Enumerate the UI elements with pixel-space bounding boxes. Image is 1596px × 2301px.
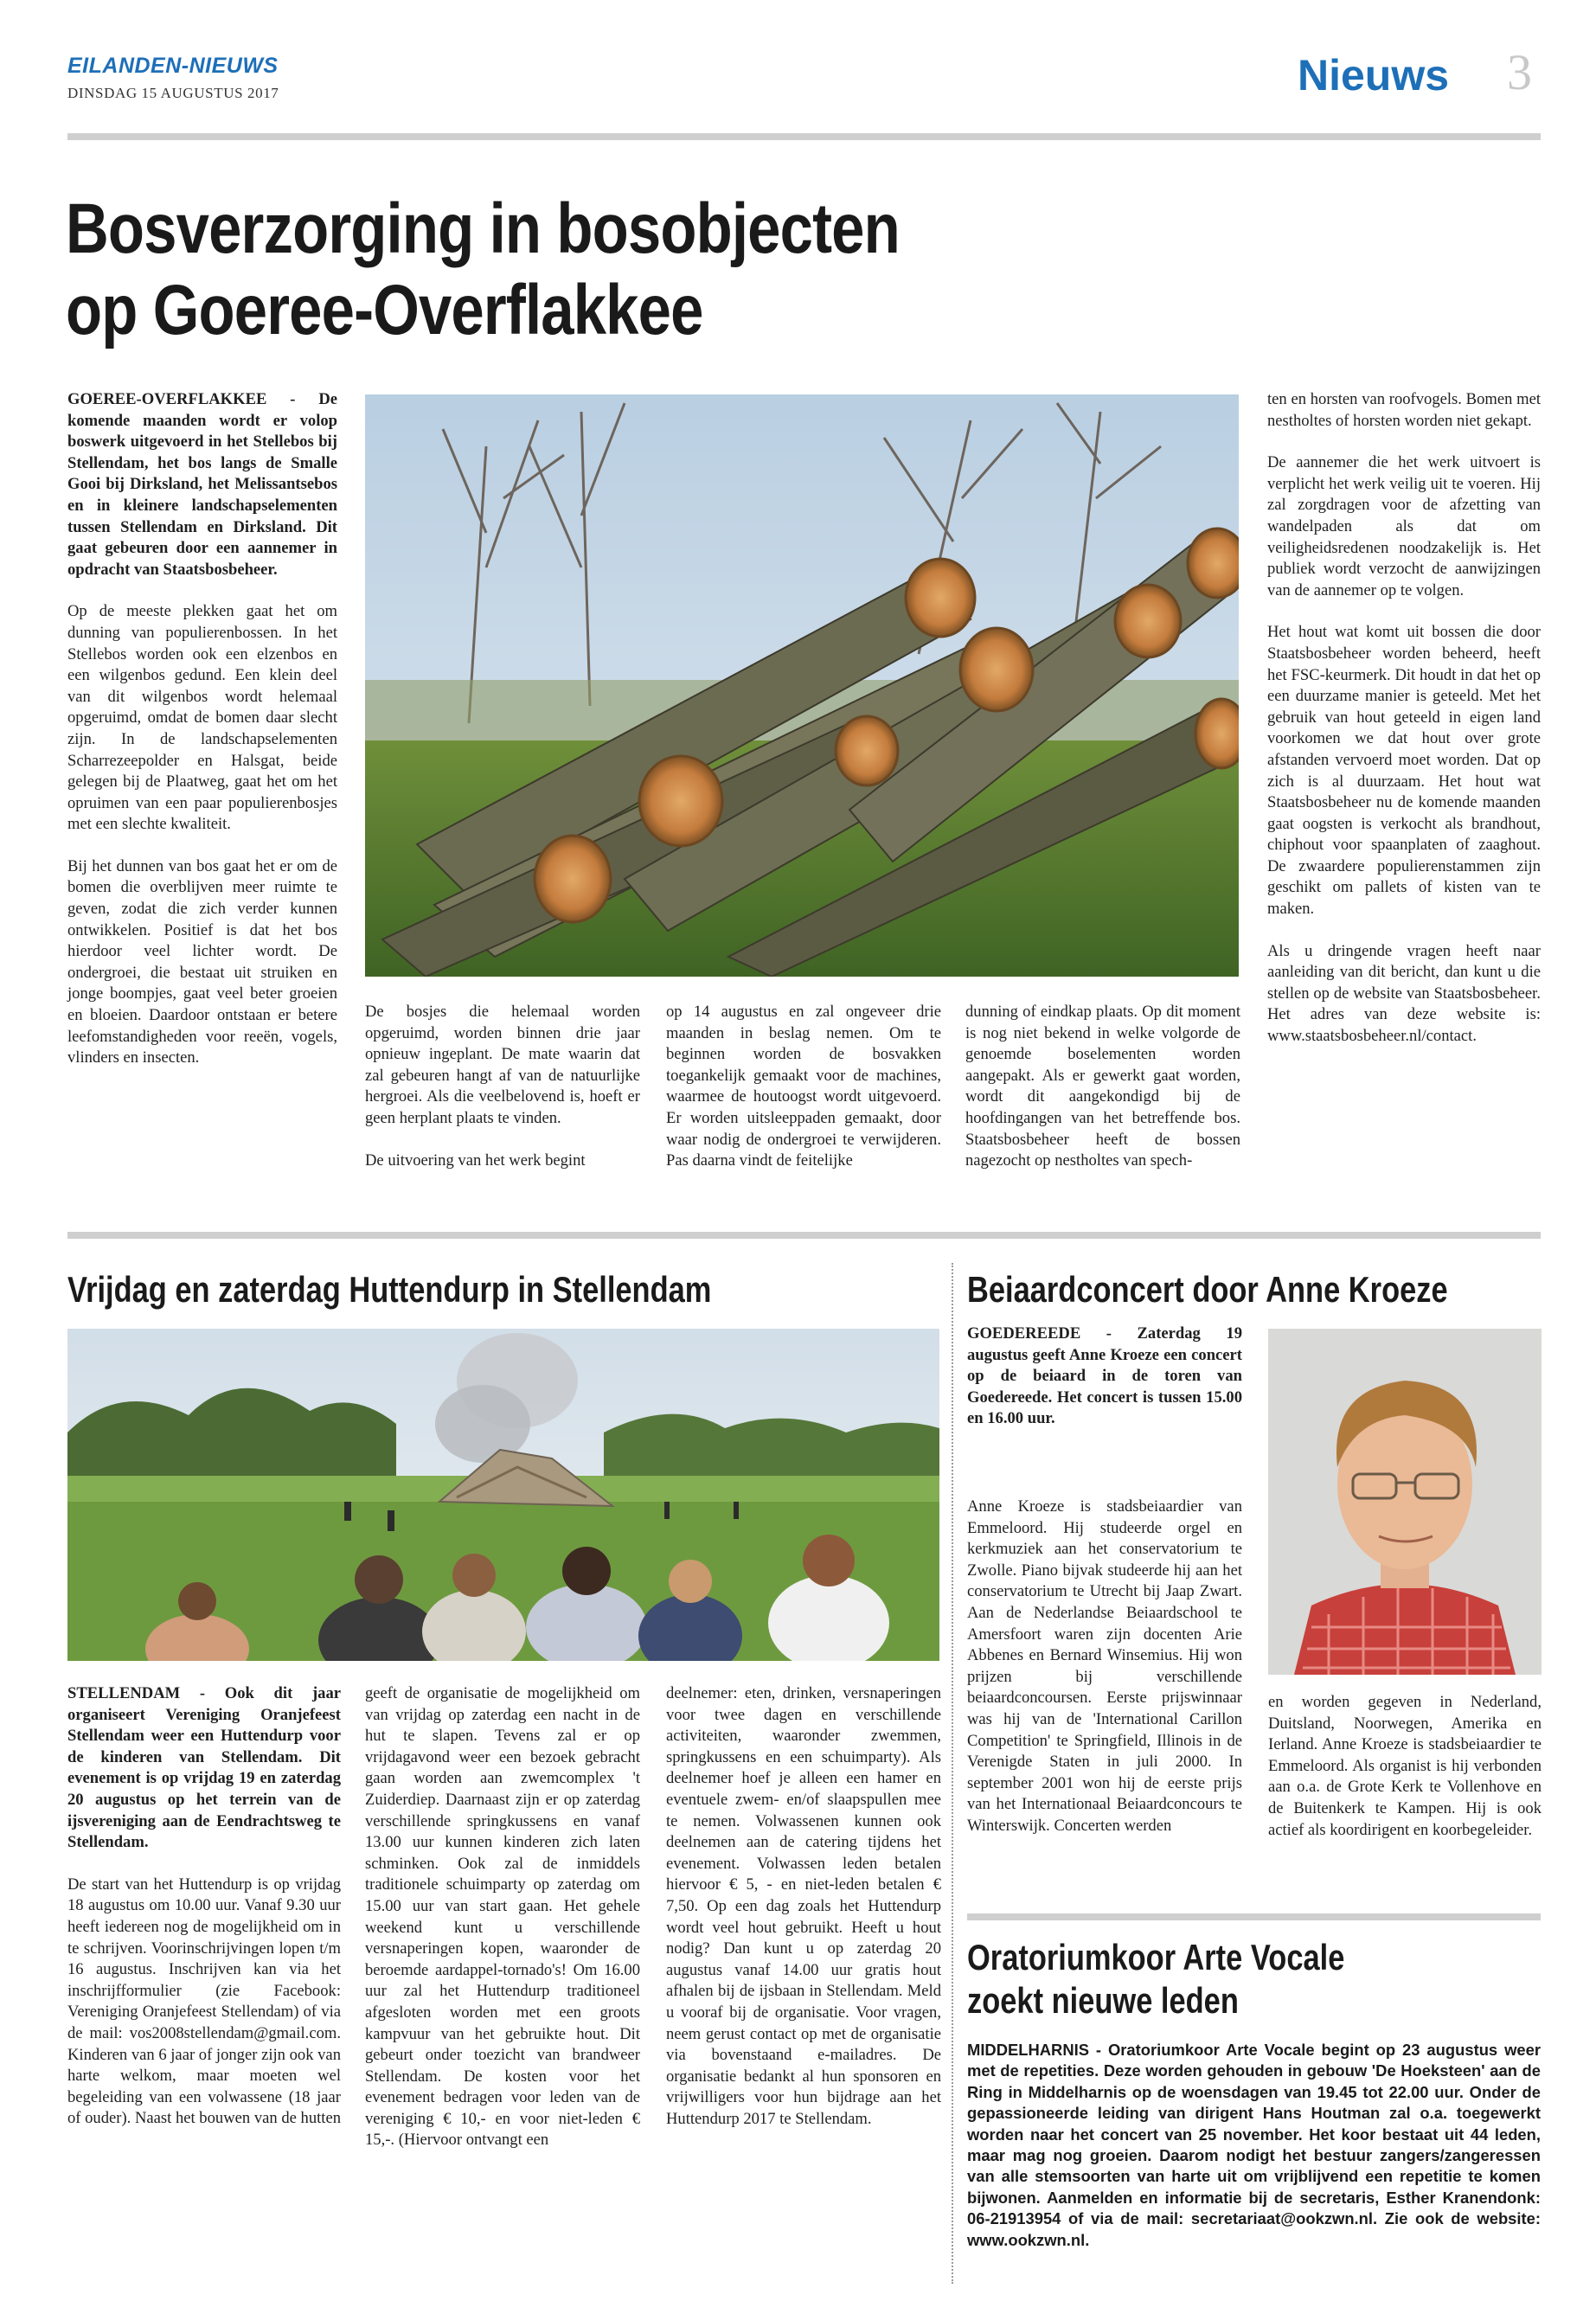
portrait-photo [1268,1329,1542,1675]
article1-headline: Bosverzorging in bosobjecten op Goeree-Overflakkee [66,189,900,349]
article1-paragraph: De aannemer die het werk uitvoert is verplicht het werk veilig uit te voeren. Hij zal zorgdragen voor de afzetting van wandelpaden als dat om veiligheidsredenen noodzakelijk is. Het publiek wordt verzocht de aanwijzingen van de aannemer op te volgen. [1267,453,1541,599]
article3-lead: GOEDEREEDE - Zaterdag 19 augustus geeft Anne Kroeze een concert op de beiaard in de toren van Goedereede. Het concert is tussen 15.00 en 16.00 uur. [967,1324,1242,1428]
article3-paragraph: Anne Kroeze is stadsbeiaardier van Emmeloord. Hij studeerde orgel en kerkmuziek aan het conservatorium te Zwolle. Piano bijvak studeerde hij aan het conservatorium te Utrecht bij Jaap Zwart. Aan de Nederlandse Beiaardschool te Amersfoort waren zijn docenten Arie Abbenes en Bernard Winsemius. Hij won prijzen bij verschillende beiaardconcoursen. Eerste prijswinnaar was hij van de 'International Carillon Competition' te Springfield, Illinois in de Verenigde Staten in juli 2000. In september 2001 won hij de eerste prijs van het Internationaal Beiaardconcours te Winterswijk. Concerten werden [967,1497,1242,1835]
article1-paragraph: ten en horsten van roofvogels. Bomen met nestholtes of horsten worden niet gekapt. [1267,390,1541,430]
article3-paragraph: en worden gegeven in Nederland, Duitsland, Noorwegen, Amerika en Ierland. Anne Kroeze is stadsbeiaardier te Emmeloord. Als organist is hij verbonden aan o.a. de Grote Kerk te Vollenhove en de Buitenkerk te Kampen. Hij is ook actief als koordirigent en koorbegeleider. [1268,1693,1542,1839]
article2-column-1 [67,1683,341,2130]
article4-headline: Oratoriumkoor Arte Vocale zoekt nieuwe leden [967,1937,1345,2021]
article2-paragraph: geeft de organisatie de mogelijkheid om van vrijdag op zaterdag een nacht in de hut te slapen. Tevens zal er op vrijdagavond weer een bezoek gebracht gaan worden aan zwemcomplex 't Zuiderdiep. Daarnaast zijn er op zaterdag verschillende springkussens en vanaf 13.00 uur kunnen kinderen zich laten schminken. Ook zal de inmiddels traditionele schuimparty op zaterdag om 15.00 uur van start gaan. Het gehele weekend kunt u verschillende versnaperingen kopen, waaronder de beroemde aardappel-tornado's! Om 16.00 uur zal het Huttendurp traditioneel afgesloten worden met een groots kampvuur van het gebruikte hout. Dit gebeurt onder toezicht van brandweer Stellendam. De kosten voor het evenement bedragen voor leden van de vereniging € 10,- en voor niet-leden € 15,-. (Hiervoor ontvangt een [365,1684,640,2150]
masthead-logo: EILANDEN-NIEUWS [67,54,279,78]
article3-column-1 [967,1497,1242,1837]
page-number: 3 [1507,44,1532,100]
article1-column-3 [666,1002,941,1172]
huttendurp-photo [67,1329,939,1661]
article3-headline: Beiaardconcert door Anne Kroeze [967,1269,1448,1310]
article1-column-4 [965,1002,1240,1172]
article1-paragraph: Als u dringende vragen heeft naar aanleiding van dit bericht, dan kunt u die stellen op de website van Staatsbosbeheer. Het adres van deze website is: www.staatsbosbeheer.nl/contact. [1267,941,1541,1046]
article1-paragraph: De uitvoering van het werk begint [365,1150,586,1170]
article2-paragraph: De start van het Huttendurp is op vrijdag 18 augustus om 10.00 uur. Vanaf 9.30 uur heeft iedereen nog de mogelijkheid om in te schrijven. Voorinschrijvingen lopen t/m 16 augustus. Inschrijven kan via het inschrijfformulier (zie Facebook: Vereniging Oranjefeest Stellendam) of via de mail: vos2008stellendam@gmail.com. Kinderen van 6 jaar of jonger zijn ook van harte welkom, maar moeten wel begeleiding van een volwassene (18 jaar of ouder). Naast het bouwen van de hutten [67,1875,341,2128]
logs-photo [365,394,1239,977]
article2-paragraph: deelnemer: eten, drinken, versnaperingen voor twee dagen en verschillende activiteiten, waaronder zwemmen, springkussens en een schuimparty). Als deelnemer hoef je alleen een hamer en eventuele zwem- en/of slaapspullen mee te nemen. Volwassenen kunnen ook deelnemen aan de catering tijdens het evenement. Volwassen leden betalen hiervoor € 5, - en niet-leden betalen € 7,50. Op een dag zoals het Huttendurp wordt veel hout gebruikt. Heeft u hout nodig? Dan kunt u op zaterdag 20 augustus vanaf 14.00 uur gratis hout afhalen bij de ijsbaan in Stellendam. Meld u vooraf bij de organisatie. Voor vragen, neem gerust contact op met de organisatie via bovenstaand e-mailadres. De organisatie bedankt al hun sponsoren en vrijwilligers voor hun bijdrage aan het Huttendurp 2017 te Stellendam. [666,1684,941,2128]
article3-column-2 [1268,1692,1542,1841]
article2-lead: STELLENDAM - Ook dit jaar organiseert Vereniging Oranjefeest Stellendam weer een Huttendurp voor de kinderen van Stellendam. Dit evenement is op vrijdag 19 en zaterdag 20 augustus op het terrein van de ijsvereniging aan de Eendrachtsweg te Stellendam. [67,1684,341,1852]
article1-paragraph: dunning of eindkap plaats. Op dit moment is nog niet bekend in welke volgorde de genoemde boselementen worden aangepakt. Als er gewerkt gaat worden, wordt dit aangekondigd bij de hoofdingangen van het betreffende bos. Staatsbosbeheer heeft de bossen nagezocht op nestholtes van spech- [965,1003,1240,1170]
article2-column-3 [666,1683,941,2130]
article1-paragraph: Bij het dunnen van bos gaat het er om de bomen die overblijven meer ruimte te geven, zodat die zich verder kunnen ontwikkelen. Positief is dat het bos hierdoor veel lichter wordt. De ondergroei, die bestaat uit struiken en jonge boompjes, gaat veel beter groeien en bloeien. Daardoor ontstaan er betere leefomstandigheden voor reeën, vogels, vlinders en insecten. [67,856,337,1067]
section-label: Nieuws [1298,51,1450,99]
issue-date: DINSDAG 15 AUGUSTUS 2017 [67,85,279,101]
article2-column-2 [365,1683,640,2151]
column-separator [952,1263,953,2284]
section-divider [67,1232,1541,1239]
article1-paragraph: op 14 augustus en zal ongeveer drie maanden in beslag nemen. Om te beginnen worden de bosvakken toegankelijk gemaakt voor de machines, waarmee de houtoogst wordt uitgevoerd. Er worden uitsleeppaden gemaakt, door waar nodig de ondergroei te verwijderen. Pas daarna vindt de feitelijke [666,1003,941,1170]
article1-column-2 [365,1002,640,1171]
header-rule [67,133,1541,140]
article1-paragraph: Het hout wat komt uit bossen die door Staatsbosbeheer worden beheerd, heeft het FSC-keurmerk. Dit houdt in dat het op een duurzame manier is geteeld. Met het gebruik van hout geteeld in eigen land voorkomen we dat hout over grote afstanden vervoerd moet worden. Dat op zich is al duurzaam. Het hout wat Staatsbosbeheer nu de komende maanden gaat oogsten is verkocht als brandhout, chiphout voor spaanplaten of zaaghout. De zwaardere populierenstammen zijn geschikt om pallets of kisten van te maken. [1267,623,1541,919]
section-divider [967,1913,1541,1920]
article2-headline: Vrijdag en zaterdag Huttendurp in Stellendam [67,1269,712,1310]
article3-lead-column [967,1324,1242,1430]
article1-column-1 [67,389,337,1069]
article4-body: MIDDELHARNIS - Oratoriumkoor Arte Vocale begint op 23 augustus weer met de repetities. Deze worden gehouden in gebouw 'De Hoeksteen' aan de Ring in Middelharnis op de woensdagen van 19.45 tot 22.00 uur. Onder de gepassioneerde leiding van dirigent Hans Houtman zal o.a. toegewerkt worden naar het concert van 25 november. Het koor bestaat uit 44 leden, maar mag nog groeien. Daarom nodigt het bestuur zangers/zangeressen van alle stemsoorten van harte uit om vrijblijvend een repetitie te komen bijwonen. Aanmelden en informatie bij de secretaris, Esther Kranendonk: 06-21913954 of via de mail: secretariaat@ookzwn.nl. Zie ook de website: www.ookzwn.nl. [967,2041,1541,2249]
article1-paragraph: De bosjes die helemaal worden opgeruimd, worden binnen drie jaar opnieuw ingeplant. De mate waarin dat zal gebeuren hangt af van de natuurlijke hergroei. Als die veelbelovend is, hoeft er geen herplant plaats te vinden. [365,1003,640,1127]
article1-lead: GOEREE-OVERFLAKKEE - De komende maanden wordt er volop boswerk uitgevoerd in het Stellebos bij Stellendam, het bos langs de Smalle Gooi bij Dirksland, het Melissantsebos en in kleinere landschapselementen tussen Stellendam en Dirksland. Dit gaat gebeuren door een aannemer in opdracht van Staatsbosbeheer. [67,390,337,579]
article1-paragraph: Op de meeste plekken gaat het om dunning van populierenbossen. In het Stellebos worden ook een elzenbos en een wilgenbos gedund. Een klein deel van dit wilgenbos wordt helemaal opgeruimd, omdat de bomen daar slecht zijn. In de landschapselementen Scharrezeepolder en Halsgat, beide gelegen bij de Plaatweg, gaat het om het opruimen van een paar populierenbosjes met een slechte kwaliteit. [67,602,337,834]
article1-column-5 [1267,389,1541,1048]
